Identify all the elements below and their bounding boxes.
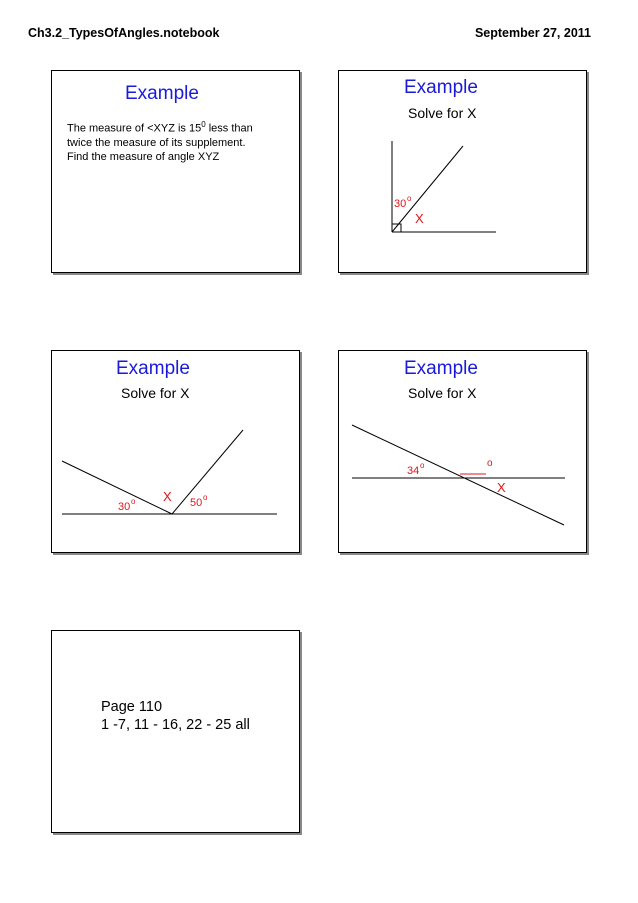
problem-line-1-end: less than <box>205 122 253 135</box>
diagonal-ray <box>392 146 463 232</box>
angle-label-30: 30 <box>118 501 131 513</box>
problem-line-3: Find the measure of angle XYZ <box>67 150 220 163</box>
slide-2[interactable] <box>338 70 587 273</box>
transversal-line <box>352 425 564 525</box>
slide-title: Example <box>404 358 478 379</box>
degree-symbol-left: o <box>131 497 136 506</box>
slide-subtitle: Solve for X <box>408 385 477 401</box>
problem-line-2: twice the measure of its supplement. <box>67 136 246 149</box>
slide-1[interactable] <box>51 70 300 273</box>
intersecting-lines-diagram <box>339 351 588 554</box>
angle-label-50: 50 <box>190 497 203 509</box>
degree-symbol-right: o <box>203 493 208 502</box>
slide-subtitle: Solve for X <box>121 385 190 401</box>
problem-line-1 <box>67 118 253 136</box>
right-angle-diagram <box>339 71 588 274</box>
right-ray <box>172 430 243 514</box>
notebook-date: September 27, 2011 <box>474 26 591 40</box>
x-label: X <box>415 211 424 226</box>
degree-superscript: 0 <box>201 120 206 129</box>
degree-symbol: o <box>420 461 425 470</box>
slide-4[interactable] <box>338 350 587 553</box>
slide-title: Example <box>116 358 190 379</box>
problem-line-1-text: The measure of <XYZ is 15 <box>67 122 202 135</box>
left-ray <box>62 461 172 514</box>
slide-5[interactable] <box>51 630 300 833</box>
homework-assignment <box>101 698 250 734</box>
slide-subtitle: Solve for X <box>408 105 477 121</box>
angle-label-34: 34 <box>407 465 420 477</box>
slide-title: Example <box>404 77 478 98</box>
angle-label-30: 30 <box>394 198 407 210</box>
blank-degree-symbol: o <box>487 458 493 469</box>
slide-title: Example <box>125 83 199 104</box>
x-label: X <box>497 480 506 495</box>
x-label: X <box>163 489 172 504</box>
angles-on-line-diagram <box>52 351 301 554</box>
degree-symbol: o <box>407 194 412 203</box>
notebook-filename: Ch3.2_TypesOfAngles.notebook <box>28 26 220 40</box>
homework-page: Page 110 <box>101 699 163 715</box>
homework-problems: 1 -7, 11 - 16, 22 - 25 all <box>101 717 250 733</box>
problem-text <box>67 118 253 164</box>
slide-3[interactable] <box>51 350 300 553</box>
